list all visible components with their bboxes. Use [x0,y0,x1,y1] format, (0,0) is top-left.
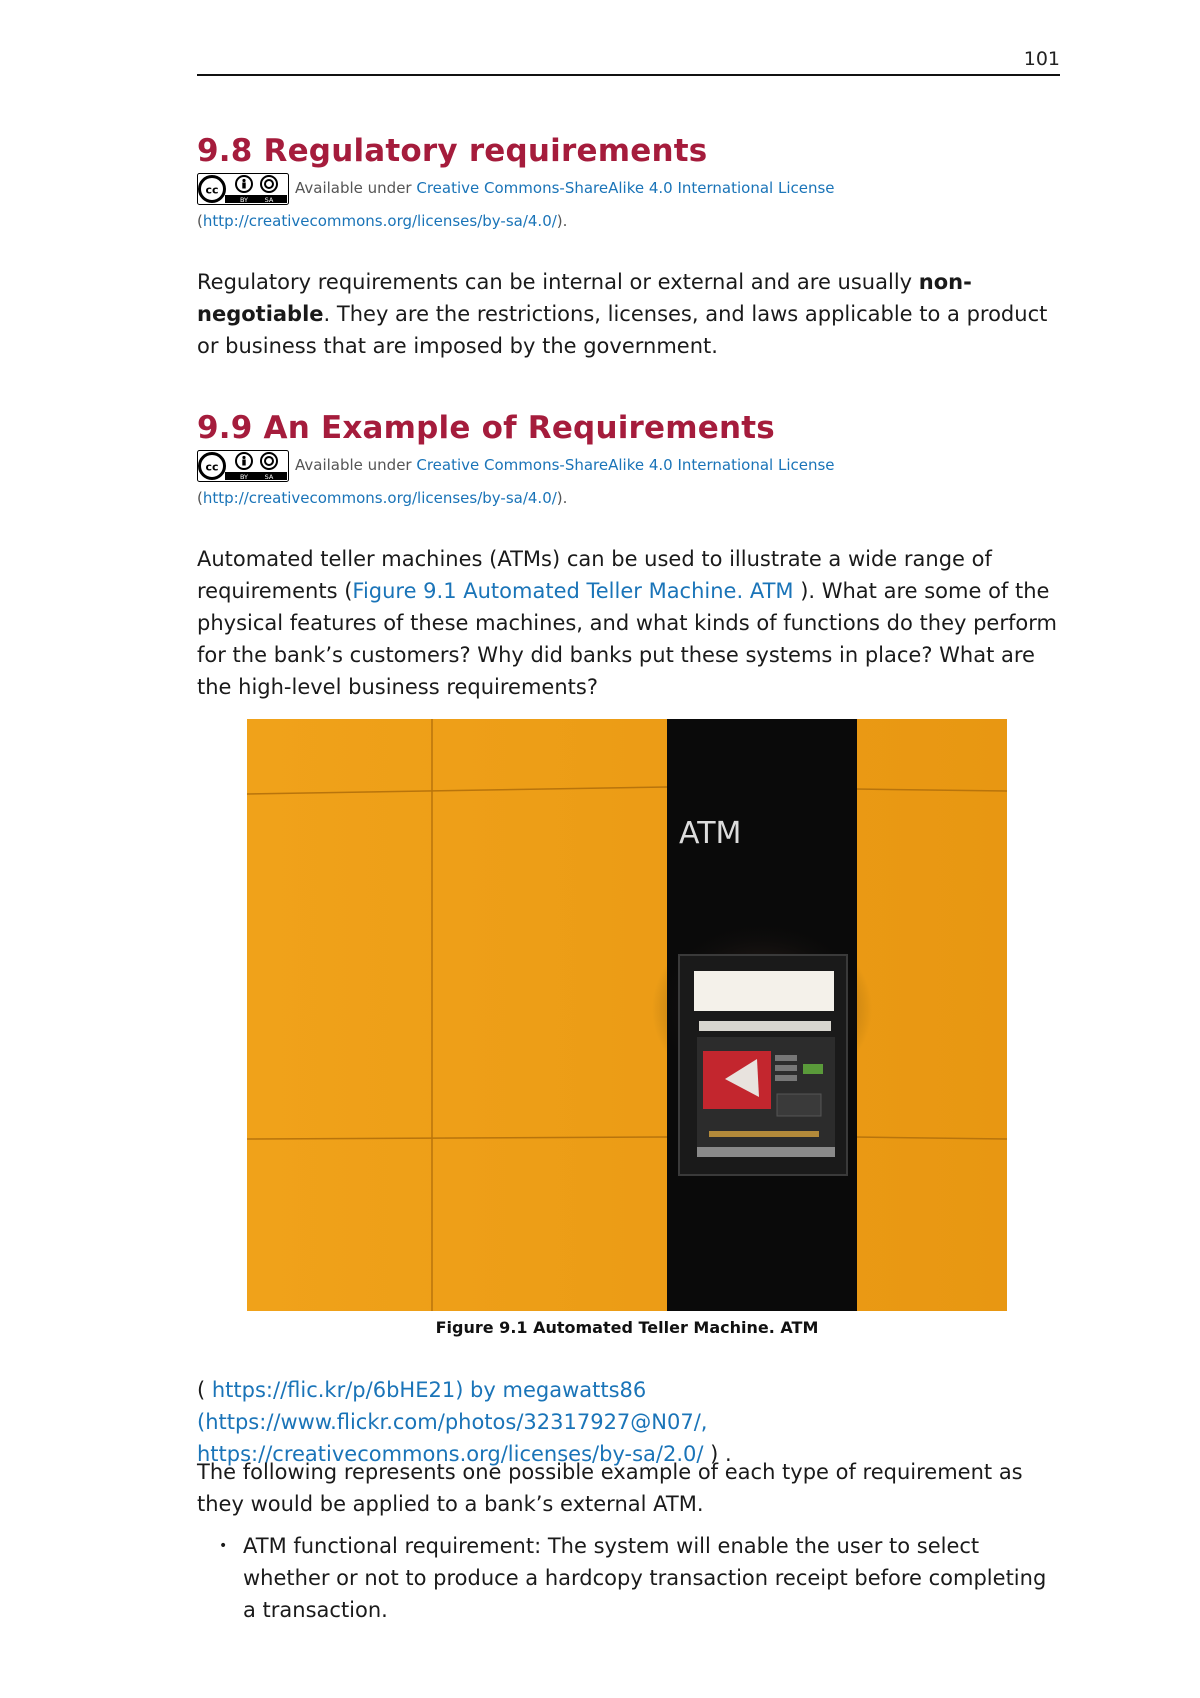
credit-open: ( [197,1378,212,1402]
license-prefix: Available under [295,456,417,474]
cc-badge-cc-label: cc [205,460,219,473]
license-link[interactable]: Creative Commons-ShareAlike 4.0 International License [416,456,835,474]
license-open-paren: ( [197,211,203,230]
cc-badge-sa-label: SA [264,472,274,481]
figure-caption: Figure 9.1 Automated Teller Machine. ATM [435,1318,819,1337]
list-item-text: ATM functional requirement: The system will enable the user to select whether or not to produce a hardcopy transaction receipt before completing a transaction. [243,1534,1047,1622]
license-open-paren: ( [197,488,203,507]
license-prefix: Available under [295,179,417,197]
license-close-paren: ). [556,211,568,230]
atm-sign-text: ATM [679,816,742,851]
atm-intro-paragraph [197,543,1057,703]
credit-author-profile-link[interactable]: (https://www.flickr.com/photos/32317927@N07/ [197,1410,701,1434]
license-url-link[interactable]: http://creativecommons.org/licenses/by-sa/4.0/ [202,211,557,230]
cc-by-sa-badge-icon [197,173,289,205]
requirements-list [197,1530,1057,1626]
license-notice [197,172,1067,237]
bullet-icon: • [219,1538,228,1554]
regulatory-text-bold: non-negotiable [197,270,972,326]
credit-license-link[interactable]: https://creativecommons.org/licenses/by-sa/2.0/ [197,1442,704,1466]
header-rule [197,74,1060,76]
page-number: 101 [1023,48,1060,70]
cc-badge-by-label: BY [239,472,249,481]
license-close-paren: ). [556,488,568,507]
regulatory-text-part1: Regulatory requirements can be internal or external and are usually [197,270,919,294]
credit-author-link[interactable]: megawatts86 [502,1378,647,1402]
figure-reference-link[interactable]: Figure 9.1 Automated Teller Machine. ATM [352,579,794,603]
section-heading-regulatory: 9.8 Regulatory requirements [197,133,708,169]
credit-separator: , [700,1410,708,1434]
license-link[interactable]: Creative Commons-ShareAlike 4.0 International License [416,179,835,197]
atm-intro-part2: ). What are some of the physical features of these machines, and what kinds of functions do they perform for the bank’s customers? Why did banks put these systems in place? What are the high-level business requirements? [197,579,1057,699]
credit-close: ) . [703,1442,732,1466]
credit-flickr-short-link[interactable]: https://flic.kr/p/6bHE21 [211,1378,456,1402]
license-url-link[interactable]: http://creativecommons.org/licenses/by-sa/4.0/ [202,488,557,507]
list-item [197,1530,1057,1626]
regulatory-text-part2: . They are the restrictions, licenses, and laws applicable to a product or business that are imposed by the government. [197,302,1048,358]
atm-photo [247,719,1007,1311]
cc-badge-cc-label: cc [205,183,219,196]
section-heading-example: 9.9 An Example of Requirements [197,410,775,446]
cc-by-sa-badge-icon [197,450,289,482]
license-notice [197,449,1067,514]
cc-badge-sa-label: SA [264,195,274,204]
cc-badge-by-label: BY [239,195,249,204]
atm-intro-part1: Automated teller machines (ATMs) can be used to illustrate a wide range of requirements ( [197,547,992,603]
regulatory-paragraph [197,266,1057,362]
following-paragraph: The following represents one possible example of each type of requirement as they would be applied to a bank’s external ATM. [197,1460,1023,1516]
credit-by: ) by [455,1378,503,1402]
